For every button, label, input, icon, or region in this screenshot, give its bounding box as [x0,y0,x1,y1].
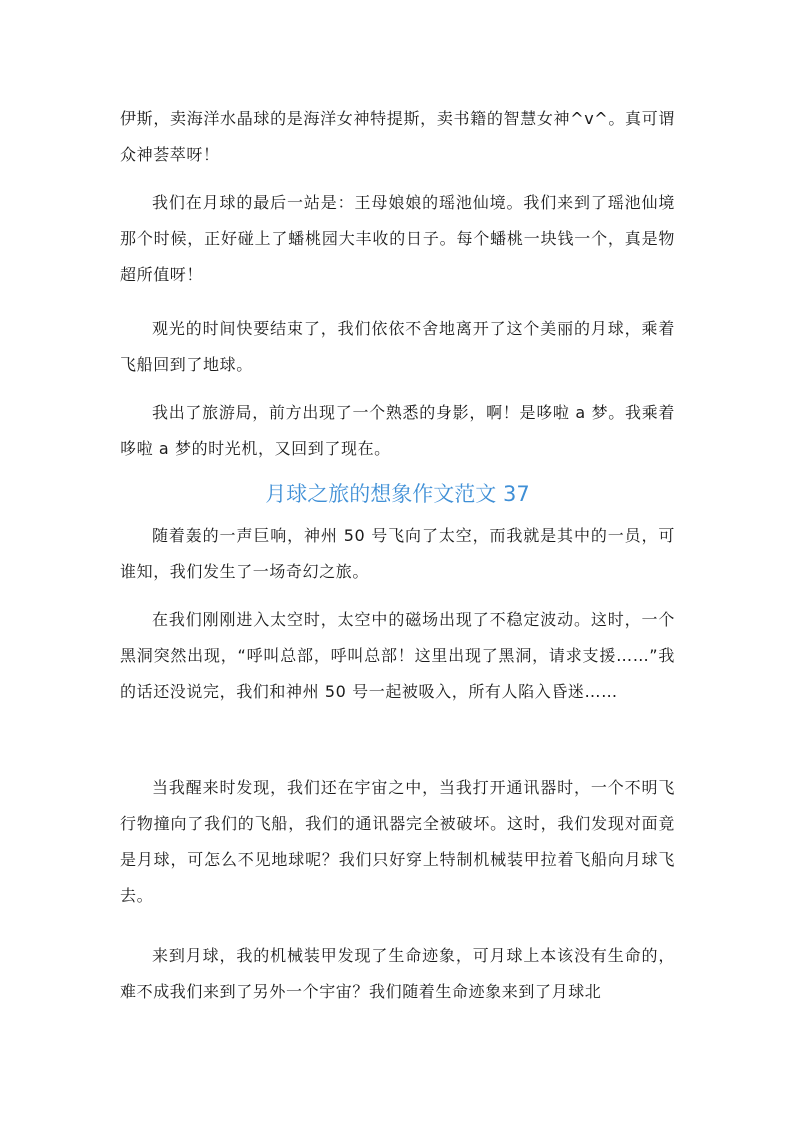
paragraph-yaochi: 我们在月球的最后一站是：王母娘娘的瑶池仙境。我们来到了瑶池仙境那个时候，正好碰上了蟠桃园大丰收的日子。每个蟠桃一块钱一个，真是物超所值呀！ [120,193,675,284]
paragraph-launch: 随着轰的一声巨响，神州 50 号飞向了太空，而我就是其中的一员，可谁知，我们发生了一场奇幻之旅。 [120,526,675,581]
paragraph-return: 观光的时间快要结束了，我们依依不舍地离开了这个美丽的月球，乘着飞船回到了地球。 [120,319,675,374]
paragraph-black-hole: 在我们刚刚进入太空时，太空中的磁场出现了不稳定波动。这时，一个黑洞突然出现，“呼叫总部，呼叫总部！这里出现了黑洞，请求支援……”我的话还没说完，我们和神州 50 号一起被吸入，所有人陷入昏迷…… [120,610,675,701]
paragraph-continued: 伊斯，卖海洋水晶球的是海洋女神特提斯，卖书籍的智慧女神^v^。真可谓众神荟萃呀！ [120,109,675,164]
essay-heading: 月球之旅的想象作文范文 37 [265,482,530,506]
paragraph-moon-life: 来到月球，我的机械装甲发现了生命迹象，可月球上本该没有生命的，难不成我们来到了另外一个宇宙？我们随着生命迹象来到了月球北 [120,946,675,1001]
paragraph-awake: 当我醒来时发现，我们还在宇宙之中，当我打开通讯器时，一个不明飞行物撞向了我们的飞船，我们的通讯器完全被破坏。这时，我们发现对面竟是月球，可怎么不见地球呢？我们只好穿上特制机械装甲拉着飞船向月球飞去。 [120,778,675,905]
paragraph-doraemon: 我出了旅游局，前方出现了一个熟悉的身影，啊！是哆啦 a 梦。我乘着哆啦 a 梦的时光机，又回到了现在。 [120,403,675,458]
